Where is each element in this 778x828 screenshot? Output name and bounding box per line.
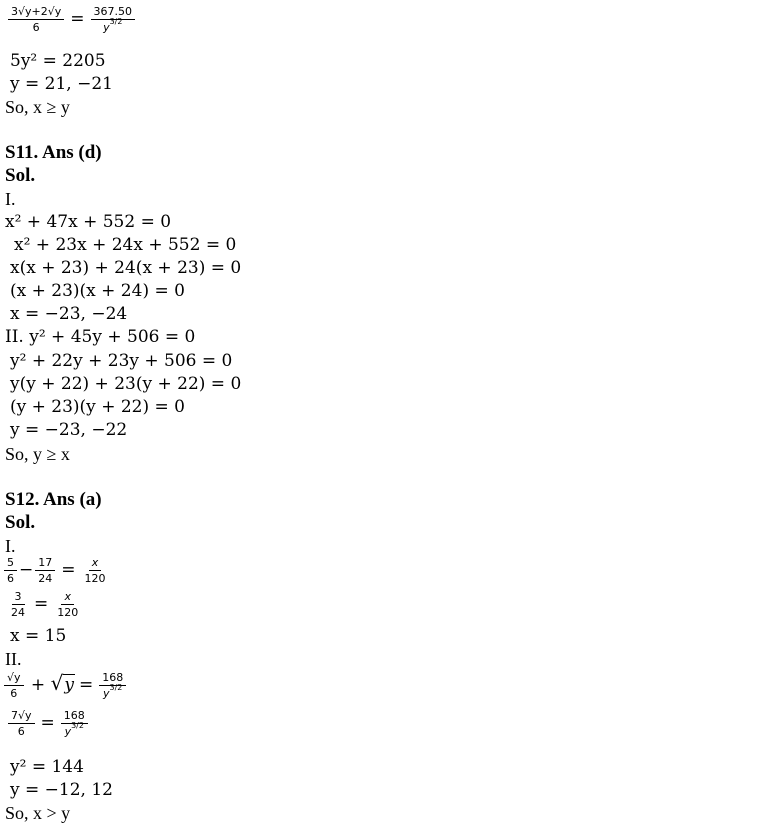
eq-s11-ii5: y = −23, −22 [10,420,128,440]
part-label-i: I. [5,189,16,209]
part-label-i: I. [5,536,16,556]
fraction: $\frac{3}{24}$ [11,590,25,619]
eq-s10-line2: 5y² = 2205 [10,51,106,71]
fraction: $\frac{5}{6}$ [4,556,17,585]
fraction: $\frac{7√y}{6}$ [8,709,35,738]
eq-s10-line1: $\frac{3√y+2√y}{6}$ = $\frac{367.50}{y^{3/2}}$ [6,5,137,34]
fraction: $\frac{168}{y^{3/2}}$ [61,709,88,738]
eq-s10-line3: y = 21, −21 [10,74,113,94]
eq-s12-i1: $\frac{5}{6}$ − $\frac{17}{24}$ = $\frac{x}{120}$ [2,556,111,585]
sol-label-s11: Sol. [5,165,36,186]
eq-s11-i4: (x + 23)(x + 24) = 0 [10,281,185,301]
conclusion-s12: So, x > y [5,803,71,823]
eq-s12-ii2: $\frac{7√y}{6}$ = $\frac{168}{y^{3/2}}$ [6,709,90,738]
eq-s12-ii1: $\frac{√y}{6}$ + √y = $\frac{168}{y^{3/2}}$ [2,671,128,700]
eq-s11-i5: x = −23, −24 [10,304,128,324]
fraction: $\frac{17}{24}$ [35,556,55,585]
eq-s12-ii4: y = −12, 12 [10,780,113,800]
fraction: $\frac{x}{120}$ [84,556,106,585]
fraction: $\frac{√y}{6}$ [4,671,24,700]
eq-s12-ii3: y² = 144 [10,757,84,777]
eq-s11-i2: x² + 23x + 24x + 552 = 0 [14,235,237,255]
fraction: $\frac{367.50}{y^{3/2}}$ [91,5,136,34]
eq-s11-i1: x² + 47x + 552 = 0 [5,212,172,232]
eq-s12-i3: x = 15 [10,626,67,646]
conclusion-s11: So, y ≥ x [5,444,70,464]
eq-s11-ii4: (y + 23)(y + 22) = 0 [10,397,185,417]
eq-s12-i2: $\frac{3}{24}$ = $\frac{x}{120}$ [6,590,83,619]
sol-label-s12: Sol. [5,512,36,533]
fraction: $\frac{x}{120}$ [57,590,79,619]
answer-heading-s12: S12. Ans (a) [5,489,102,510]
fraction: $\frac{3√y+2√y}{6}$ [8,5,64,34]
fraction: $\frac{168}{y^{3/2}}$ [99,671,126,700]
eq-s11-ii2: y² + 22y + 23y + 506 = 0 [10,351,233,371]
eq-s11-i3: x(x + 23) + 24(x + 23) = 0 [10,258,242,278]
part-label-ii: II. [5,649,22,669]
answer-heading-s11: S11. Ans (d) [5,142,102,163]
conclusion-s10: So, x ≥ y [5,97,70,117]
eq-s11-ii3: y(y + 22) + 23(y + 22) = 0 [10,374,242,394]
eq-s11-ii1: II. y² + 45y + 506 = 0 [5,327,196,347]
